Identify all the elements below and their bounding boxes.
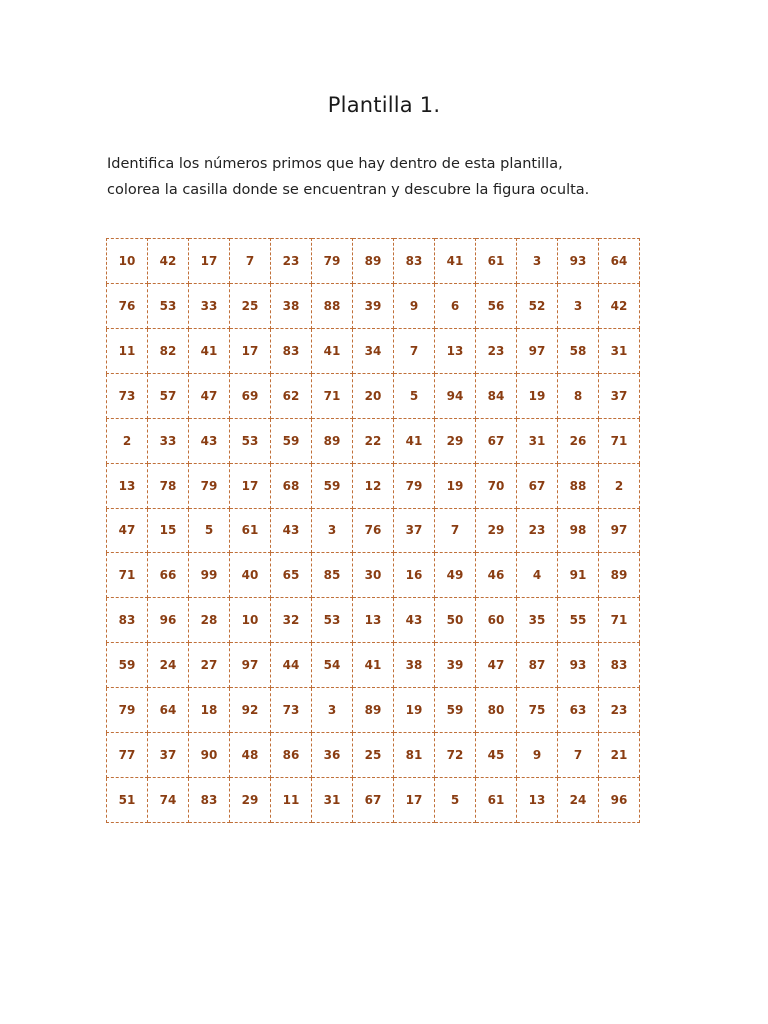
grid-cell[interactable]: 51 [107,778,148,823]
grid-cell[interactable]: 86 [271,733,312,778]
grid-cell[interactable]: 29 [476,508,517,553]
grid-cell[interactable]: 17 [189,239,230,284]
grid-cell[interactable]: 76 [107,283,148,328]
grid-cell[interactable]: 70 [476,463,517,508]
grid-cell[interactable]: 15 [148,508,189,553]
grid-cell[interactable]: 50 [435,598,476,643]
grid-cell[interactable]: 48 [230,733,271,778]
grid-cell[interactable]: 64 [599,239,640,284]
grid-cell[interactable]: 59 [312,463,353,508]
grid-cell[interactable]: 5 [189,508,230,553]
grid-cell[interactable]: 80 [476,688,517,733]
grid-cell[interactable]: 77 [107,733,148,778]
grid-cell[interactable]: 83 [271,328,312,373]
grid-cell[interactable]: 12 [353,463,394,508]
grid-cell[interactable]: 69 [230,373,271,418]
grid-cell[interactable]: 6 [435,283,476,328]
grid-cell[interactable]: 54 [312,643,353,688]
grid-cell[interactable]: 23 [599,688,640,733]
grid-cell[interactable]: 23 [271,239,312,284]
grid-cell[interactable]: 85 [312,553,353,598]
grid-cell[interactable]: 33 [189,283,230,328]
grid-cell[interactable]: 60 [476,598,517,643]
grid-cell[interactable]: 94 [435,373,476,418]
grid-cell[interactable]: 23 [476,328,517,373]
number-grid-body [107,239,640,823]
grid-cell[interactable]: 66 [148,553,189,598]
grid-cell[interactable]: 7 [230,239,271,284]
grid-cell[interactable]: 29 [230,778,271,823]
grid-cell[interactable]: 62 [271,373,312,418]
grid-cell[interactable]: 83 [107,598,148,643]
grid-cell[interactable]: 88 [558,463,599,508]
grid-cell[interactable]: 65 [271,553,312,598]
grid-cell[interactable]: 59 [107,643,148,688]
grid-cell[interactable]: 5 [394,373,435,418]
grid-cell[interactable]: 90 [189,733,230,778]
grid-cell[interactable]: 7 [558,733,599,778]
grid-cell[interactable]: 9 [517,733,558,778]
grid-cell[interactable]: 59 [271,418,312,463]
grid-cell[interactable]: 25 [230,283,271,328]
grid-cell[interactable]: 35 [517,598,558,643]
page-title: Plantilla 1. [327,93,441,117]
grid-cell[interactable]: 31 [517,418,558,463]
grid-cell[interactable]: 23 [517,508,558,553]
grid-row [107,418,640,463]
number-grid [106,238,640,823]
grid-cell[interactable]: 89 [353,239,394,284]
grid-cell[interactable]: 7 [394,328,435,373]
grid-cell[interactable]: 45 [476,733,517,778]
grid-cell[interactable]: 42 [599,283,640,328]
grid-cell[interactable]: 10 [107,239,148,284]
grid-cell[interactable]: 41 [435,239,476,284]
grid-cell[interactable]: 47 [476,643,517,688]
grid-cell[interactable]: 17 [394,778,435,823]
grid-cell[interactable]: 39 [353,283,394,328]
grid-cell[interactable]: 44 [271,643,312,688]
grid-cell[interactable]: 40 [230,553,271,598]
grid-cell[interactable]: 34 [353,328,394,373]
grid-cell[interactable]: 19 [517,373,558,418]
grid-cell[interactable]: 21 [599,733,640,778]
grid-cell[interactable]: 67 [353,778,394,823]
grid-cell[interactable]: 76 [353,508,394,553]
grid-cell[interactable]: 38 [271,283,312,328]
grid-cell[interactable]: 63 [558,688,599,733]
grid-row [107,328,640,373]
grid-cell[interactable]: 75 [517,688,558,733]
grid-cell[interactable]: 29 [435,418,476,463]
grid-cell[interactable]: 3 [558,283,599,328]
grid-cell[interactable]: 19 [394,688,435,733]
grid-cell[interactable]: 61 [476,778,517,823]
grid-cell[interactable]: 13 [107,463,148,508]
grid-cell[interactable]: 33 [148,418,189,463]
grid-row [107,239,640,284]
grid-cell[interactable]: 47 [189,373,230,418]
grid-cell[interactable]: 99 [189,553,230,598]
grid-cell[interactable]: 93 [558,239,599,284]
grid-cell[interactable]: 46 [476,553,517,598]
grid-cell[interactable]: 41 [189,328,230,373]
grid-cell[interactable]: 19 [435,463,476,508]
grid-cell[interactable]: 41 [394,418,435,463]
grid-cell[interactable]: 22 [353,418,394,463]
grid-cell[interactable]: 32 [271,598,312,643]
grid-cell[interactable]: 55 [558,598,599,643]
grid-cell[interactable]: 53 [312,598,353,643]
grid-cell[interactable]: 31 [312,778,353,823]
grid-cell[interactable]: 84 [476,373,517,418]
grid-cell[interactable]: 13 [517,778,558,823]
grid-cell[interactable]: 79 [312,239,353,284]
grid-cell[interactable]: 83 [189,778,230,823]
grid-cell[interactable]: 47 [107,508,148,553]
grid-cell[interactable]: 8 [558,373,599,418]
grid-cell[interactable]: 26 [558,418,599,463]
grid-cell[interactable]: 13 [353,598,394,643]
grid-cell[interactable]: 83 [394,239,435,284]
grid-cell[interactable]: 53 [230,418,271,463]
grid-cell[interactable]: 17 [230,463,271,508]
grid-cell[interactable]: 31 [599,328,640,373]
grid-cell[interactable]: 39 [435,643,476,688]
grid-cell[interactable]: 36 [312,733,353,778]
grid-row [107,688,640,733]
grid-cell[interactable]: 79 [394,463,435,508]
grid-cell[interactable]: 73 [271,688,312,733]
grid-cell[interactable]: 79 [189,463,230,508]
grid-cell[interactable]: 20 [353,373,394,418]
grid-cell[interactable]: 64 [148,688,189,733]
grid-cell[interactable]: 4 [517,553,558,598]
grid-cell[interactable]: 37 [148,733,189,778]
grid-cell[interactable]: 81 [394,733,435,778]
grid-cell[interactable]: 97 [599,508,640,553]
grid-cell[interactable]: 3 [312,688,353,733]
grid-row [107,463,640,508]
grid-cell[interactable]: 43 [271,508,312,553]
grid-cell[interactable]: 91 [558,553,599,598]
grid-cell[interactable]: 79 [107,688,148,733]
grid-cell[interactable]: 27 [189,643,230,688]
grid-cell[interactable]: 24 [558,778,599,823]
grid-cell[interactable]: 88 [312,283,353,328]
grid-row [107,733,640,778]
grid-cell[interactable]: 71 [107,553,148,598]
grid-cell[interactable]: 67 [517,463,558,508]
grid-cell[interactable]: 89 [312,418,353,463]
grid-row [107,643,640,688]
grid-cell[interactable]: 57 [148,373,189,418]
grid-cell[interactable]: 89 [599,553,640,598]
grid-cell[interactable]: 97 [517,328,558,373]
grid-cell[interactable]: 43 [189,418,230,463]
grid-cell[interactable]: 71 [312,373,353,418]
grid-cell[interactable]: 9 [394,283,435,328]
grid-cell[interactable]: 93 [558,643,599,688]
grid-cell[interactable]: 87 [517,643,558,688]
grid-row [107,373,640,418]
grid-cell[interactable]: 11 [271,778,312,823]
grid-cell[interactable]: 3 [312,508,353,553]
instructions-line-2: colorea la casilla donde se encuentran y descubre la figura oculta. [107,182,590,198]
grid-cell[interactable]: 11 [107,328,148,373]
grid-cell[interactable]: 56 [476,283,517,328]
grid-cell[interactable]: 96 [599,778,640,823]
grid-cell[interactable]: 17 [230,328,271,373]
grid-cell[interactable]: 24 [148,643,189,688]
grid-cell[interactable]: 59 [435,688,476,733]
grid-cell[interactable]: 49 [435,553,476,598]
grid-cell[interactable]: 2 [107,418,148,463]
grid-cell[interactable]: 42 [148,239,189,284]
grid-cell[interactable]: 28 [189,598,230,643]
grid-cell[interactable]: 38 [394,643,435,688]
grid-cell[interactable]: 61 [230,508,271,553]
grid-cell[interactable]: 58 [558,328,599,373]
grid-cell[interactable]: 41 [353,643,394,688]
grid-cell[interactable]: 96 [148,598,189,643]
grid-cell[interactable]: 82 [148,328,189,373]
grid-cell[interactable]: 18 [189,688,230,733]
grid-cell[interactable]: 74 [148,778,189,823]
grid-cell[interactable]: 30 [353,553,394,598]
grid-cell[interactable]: 71 [599,418,640,463]
grid-cell[interactable]: 43 [394,598,435,643]
grid-cell[interactable]: 37 [599,373,640,418]
grid-cell[interactable]: 52 [517,283,558,328]
grid-cell[interactable]: 10 [230,598,271,643]
grid-cell[interactable]: 71 [599,598,640,643]
grid-cell[interactable]: 83 [599,643,640,688]
grid-row [107,778,640,823]
grid-row [107,598,640,643]
grid-cell[interactable]: 25 [353,733,394,778]
grid-cell[interactable]: 89 [353,688,394,733]
grid-cell[interactable]: 37 [394,508,435,553]
grid-cell[interactable]: 72 [435,733,476,778]
grid-cell[interactable]: 98 [558,508,599,553]
grid-cell[interactable]: 3 [517,239,558,284]
grid-cell[interactable]: 92 [230,688,271,733]
grid-cell[interactable]: 73 [107,373,148,418]
grid-cell[interactable]: 78 [148,463,189,508]
grid-cell[interactable]: 61 [476,239,517,284]
grid-cell[interactable]: 2 [599,463,640,508]
grid-cell[interactable]: 97 [230,643,271,688]
grid-cell[interactable]: 67 [476,418,517,463]
grid-cell[interactable]: 16 [394,553,435,598]
grid-cell[interactable]: 68 [271,463,312,508]
grid-cell[interactable]: 41 [312,328,353,373]
grid-cell[interactable]: 53 [148,283,189,328]
grid-row [107,508,640,553]
grid-row [107,283,640,328]
grid-row [107,553,640,598]
grid-cell[interactable]: 5 [435,778,476,823]
grid-cell[interactable]: 7 [435,508,476,553]
instructions [107,151,667,203]
instructions-line-1: Identifica los números primos que hay dentro de esta plantilla, [107,156,563,172]
grid-cell[interactable]: 13 [435,328,476,373]
